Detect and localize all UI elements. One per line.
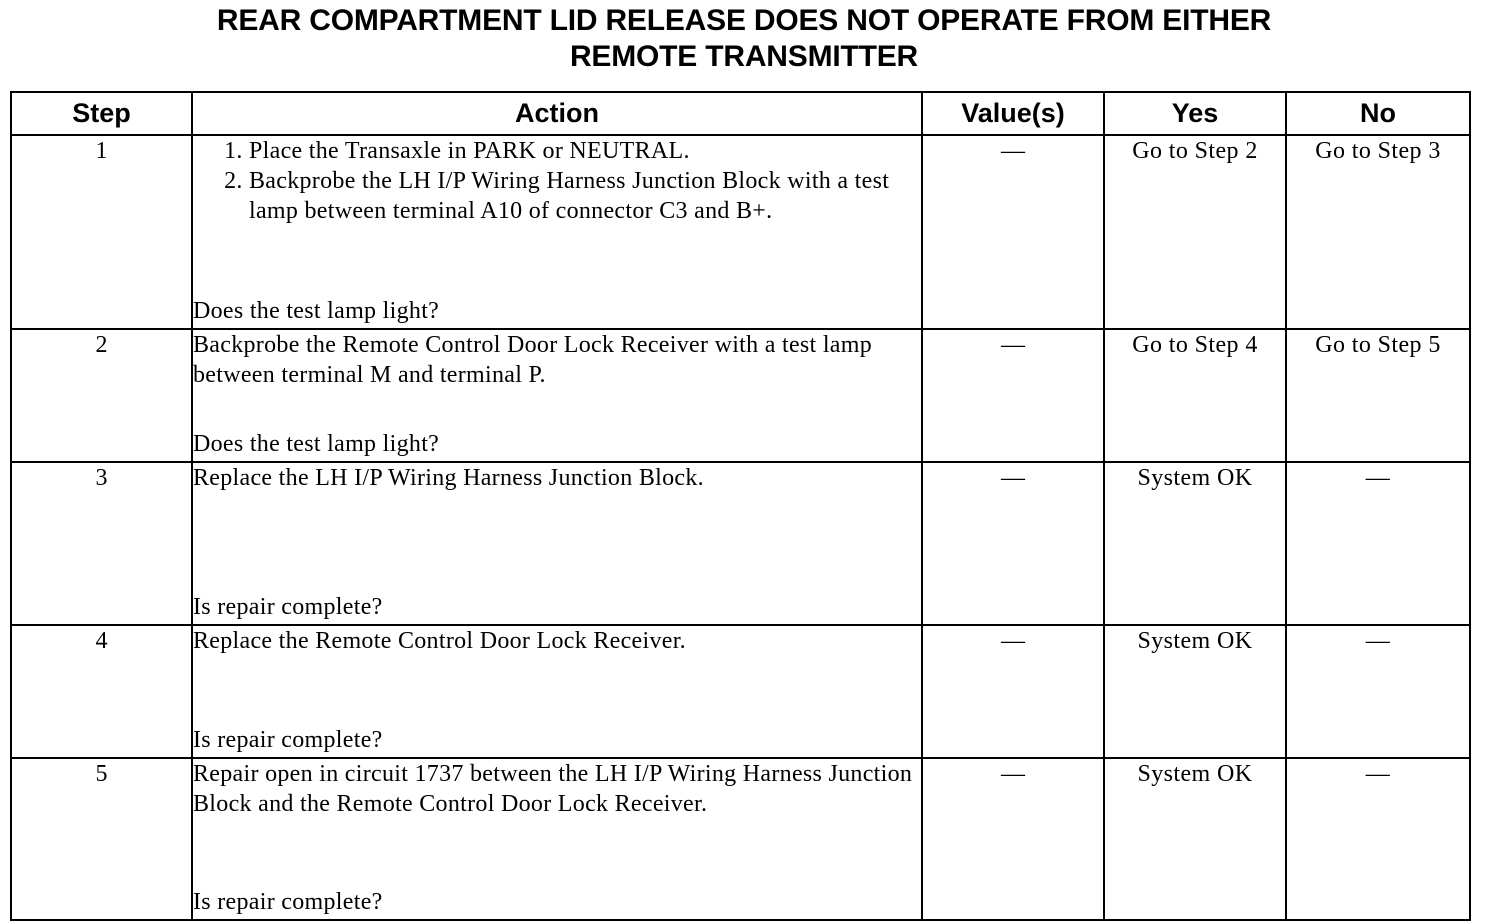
yes-cell: Go to Step 2 <box>1104 135 1286 329</box>
yes-cell: System OK <box>1104 462 1286 625</box>
no-cell: — <box>1286 462 1470 625</box>
no-cell: Go to Step 5 <box>1286 329 1470 462</box>
action-steps-list <box>193 136 921 226</box>
value-cell: — <box>922 462 1104 625</box>
yes-cell: System OK <box>1104 758 1286 920</box>
action-text: Backprobe the Remote Control Door Lock Receiver with a test lamp between terminal M and terminal P. <box>193 332 873 388</box>
action-question: Is repair complete? <box>193 727 383 753</box>
page-title-line-1: REAR COMPARTMENT LID RELEASE DOES NOT OPERATE FROM EITHER <box>216 4 1272 37</box>
action-text: Replace the Remote Control Door Lock Receiver. <box>193 628 686 654</box>
action-cell <box>192 329 922 462</box>
step-number-cell: 1 <box>11 135 192 329</box>
action-step-item: 1. Place the Transaxle in PARK or NEUTRAL. <box>249 136 921 166</box>
action-question: Does the test lamp light? <box>193 298 440 324</box>
action-cell <box>192 135 922 329</box>
value-cell: — <box>922 758 1104 920</box>
column-header-step: Step <box>11 92 192 135</box>
action-cell <box>192 462 922 625</box>
table-row <box>11 625 1470 758</box>
no-cell: Go to Step 3 <box>1286 135 1470 329</box>
page-title-line-2: REMOTE TRANSMITTER <box>569 40 919 73</box>
action-question: Is repair complete? <box>193 889 383 915</box>
no-cell: — <box>1286 758 1470 920</box>
action-question: Does the test lamp light? <box>193 431 440 457</box>
action-text: Replace the LH I/P Wiring Harness Junction Block. <box>193 465 704 491</box>
column-header-yes: Yes <box>1104 92 1286 135</box>
yes-cell: Go to Step 4 <box>1104 329 1286 462</box>
table-row <box>11 758 1470 920</box>
table-row <box>11 329 1470 462</box>
value-cell: — <box>922 329 1104 462</box>
action-text: Repair open in circuit 1737 between the LH I/P Wiring Harness Junction Block and the Remote Control Door Lock Receiver. <box>193 761 913 817</box>
page-title <box>0 3 1488 75</box>
table-header-row <box>11 92 1470 135</box>
action-question: Is repair complete? <box>193 594 383 620</box>
column-header-values: Value(s) <box>922 92 1104 135</box>
no-cell: — <box>1286 625 1470 758</box>
table-row <box>11 135 1470 329</box>
action-cell <box>192 625 922 758</box>
action-step-item: 2. Backprobe the LH I/P Wiring Harness Junction Block with a test lamp between terminal A10 of connector C3 and B+. <box>249 166 921 226</box>
column-header-action: Action <box>192 92 922 135</box>
yes-cell: System OK <box>1104 625 1286 758</box>
table-row <box>11 462 1470 625</box>
action-cell <box>192 758 922 920</box>
step-number-cell: 3 <box>11 462 192 625</box>
step-number-cell: 2 <box>11 329 192 462</box>
step-number-cell: 5 <box>11 758 192 920</box>
value-cell: — <box>922 625 1104 758</box>
column-header-no: No <box>1286 92 1470 135</box>
step-number-cell: 4 <box>11 625 192 758</box>
value-cell: — <box>922 135 1104 329</box>
diagnostic-table <box>10 91 1471 921</box>
